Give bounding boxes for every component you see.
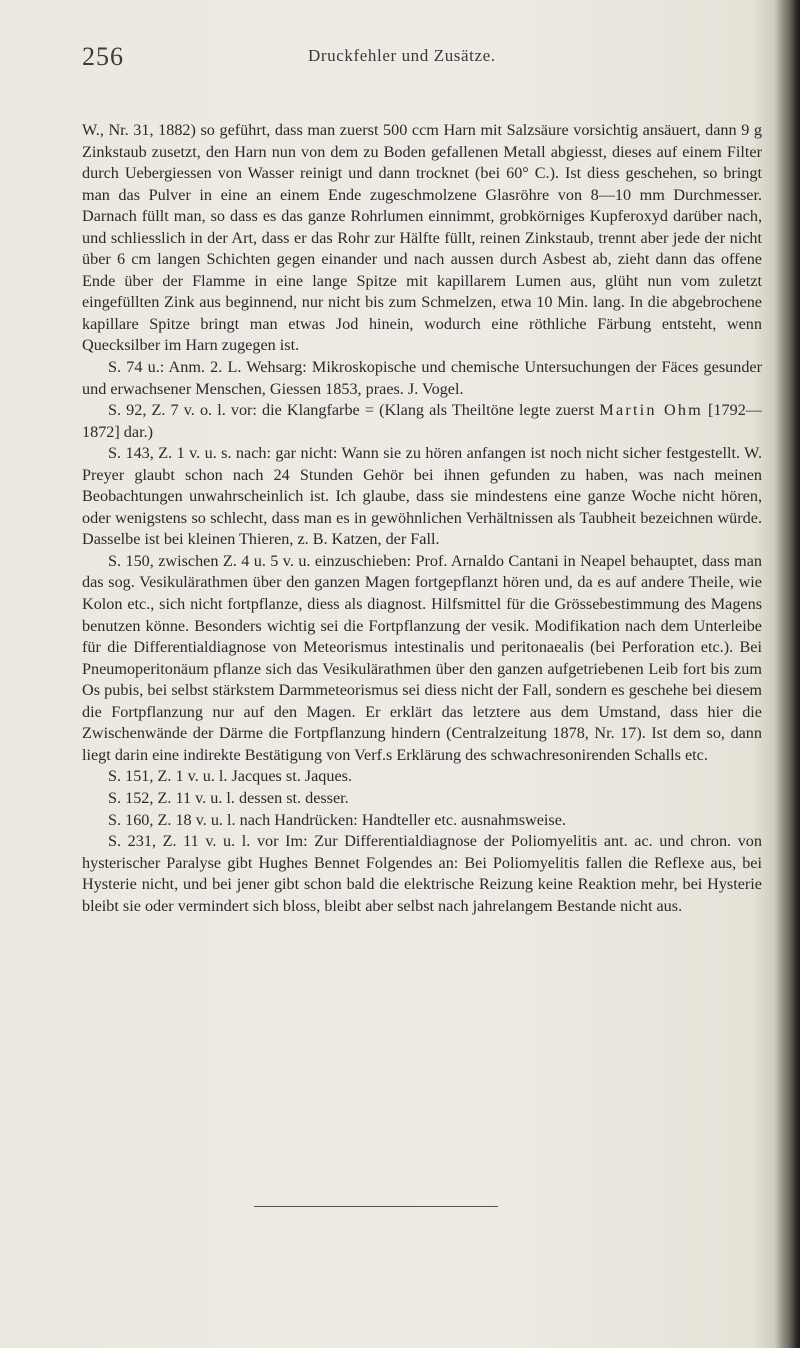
paragraph-klangfarbe	[82, 400, 762, 443]
klangfarbe-text-before: S. 92, Z. 7 v. o. l. vor: die Klangfarbe = (Klang als Theiltöne legte zuerst	[108, 401, 600, 420]
paragraph-jacques: S. 151, Z. 1 v. u. l. Jacques st. Jaques.	[108, 767, 352, 786]
binding-edge-shadow	[774, 0, 800, 1348]
body-text	[82, 120, 762, 917]
page-number: 256	[82, 42, 124, 71]
paragraph-poliomyelitis: S. 231, Z. 11 v. u. l. vor Im: Zur Differentialdiagnose der Poliomyelitis ant. ac. und chron. von hysterischer Paralyse gibt Hughes Bennet Folgendes an: Bei Poliomyelitis fallen die Reflexe aus, bei Hysterie nicht, und bei jener gibt schon bald die elektrische Reizung keine Reaktion mehr, bei Hysterie bleibt sie oder vermindert sich bloss, bleibt aber selbst nach jahrelangem Bestande nicht aus.	[82, 832, 762, 915]
klangfarbe-name: Martin Ohm	[599, 401, 703, 420]
page-header	[82, 42, 762, 82]
paragraph-gehoer: S. 143, Z. 1 v. u. s. nach: gar nicht: Wann sie zu hören anfangen ist noch nicht sicher festgestellt. W. Preyer glaubt schon nach 24 Stunden Gehör bei ihnen gefunden zu haben, was nach meinen Beobachtungen unwahrscheinlich ist. Ich glaube, dass sie mindestens eine ganze Woche nicht hören, oder wenigstens so schlecht, dass man es in gewöhnlichen Verhältnissen als Taubheit bezeichnen würde. Dasselbe ist bei kleinen Thieren, z. B. Katzen, der Fall.	[82, 444, 762, 549]
paragraph-dessen: S. 152, Z. 11 v. u. l. dessen st. desser.	[108, 788, 349, 807]
paragraph-handruecken: S. 160, Z. 18 v. u. l. nach Handrücken: Handteller etc. ausnahmsweise.	[108, 810, 566, 829]
paragraph-cantani: S. 150, zwischen Z. 4 u. 5 v. u. einzuschieben: Prof. Arnaldo Cantani in Neapel behauptet, dass man das sog. Vesikulärathmen über den ganzen Magen fortgepflanzt hören und, da es auf andere Theile, wie Kolon etc., sich nicht fortpflanze, diess als diagnost. Hilfsmittel für die Grössebestimmung des Magens benutzen könne. Besonders wichtig sei die Fortpflanzung der vesik. Modifikation nach dem Unterleibe für die Differentialdiagnose von Meteorismus intestinalis und peritonaealis (bei Perforation etc.). Bei Pneumoperitonäum pflanze sich das Vesikulärathmen über den ganzen aufgetriebenen Leib fort bis zum Os pubis, bei selbst stärkstem Darmmeteorismus sei diess nicht der Fall, sondern es geschehe bei diesem die Fortpflanzung nur auf den Magen. Er erklärt das letztere aus dem Umstand, dass hier die Zwischenwände der Därme die Fortpflanzung hindern (Centralzeitung 1878, Nr. 17). Ist dem so, dann liegt darin eine indirekte Bestätigung von Verf.s Erklärung des schwachresonirenden Schalls etc.	[82, 551, 762, 764]
running-head: Druckfehler und Zusätze.	[308, 46, 496, 65]
klangfarbe-text-after: [1792—1872] dar.)	[82, 401, 762, 441]
paragraph-wehsarg: S. 74 u.: Anm. 2. L. Wehsarg: Mikroskopische und chemische Untersuchungen der Fäces gesunder und erwachsener Menschen, Giessen 1853, praes. J. Vogel.	[82, 358, 762, 398]
closing-rule	[254, 1206, 498, 1207]
paragraph-continuation: W., Nr. 31, 1882) so geführt, dass man zuerst 500 ccm Harn mit Salzsäure vorsichtig ansäuert, dann 9 g Zinkstaub zusetzt, den Harn nun von dem zu Boden gefallenen Metall abgiesst, dieses auf einem Filter durch Uebergiessen von Wasser reinigt und dann trocknet (bei 60° C.). Ist diess geschehen, so bringt man das Pulver in eine an einem Ende zugeschmolzene Glasröhre von 8—10 mm Durchmesser. Darnach füllt man, so dass es das ganze Rohrlumen einnimmt, grobkörniges Kupferoxyd darüber nach, und schliesslich in der Art, dass er das Rohr zur Hälfte füllt, reinen Zinkstaub, trennt aber jede der nicht über 6 cm langen Schichten gegen einander und nach aussen durch Asbest ab, zieht dann das offene Ende über der Flamme in eine lange Spitze mit kapillarem Lumen aus, glüht nun vom zuletzt eingefüllten Zink aus beginnend, nur nicht bis zum Schmelzen, etwa 10 Min. lang. In die abgebrochene kapillare Spitze bringt man etwas Jod hinein, wodurch eine röthliche Färbung entsteht, wenn Quecksilber im Harn zugegen ist.	[82, 121, 762, 355]
